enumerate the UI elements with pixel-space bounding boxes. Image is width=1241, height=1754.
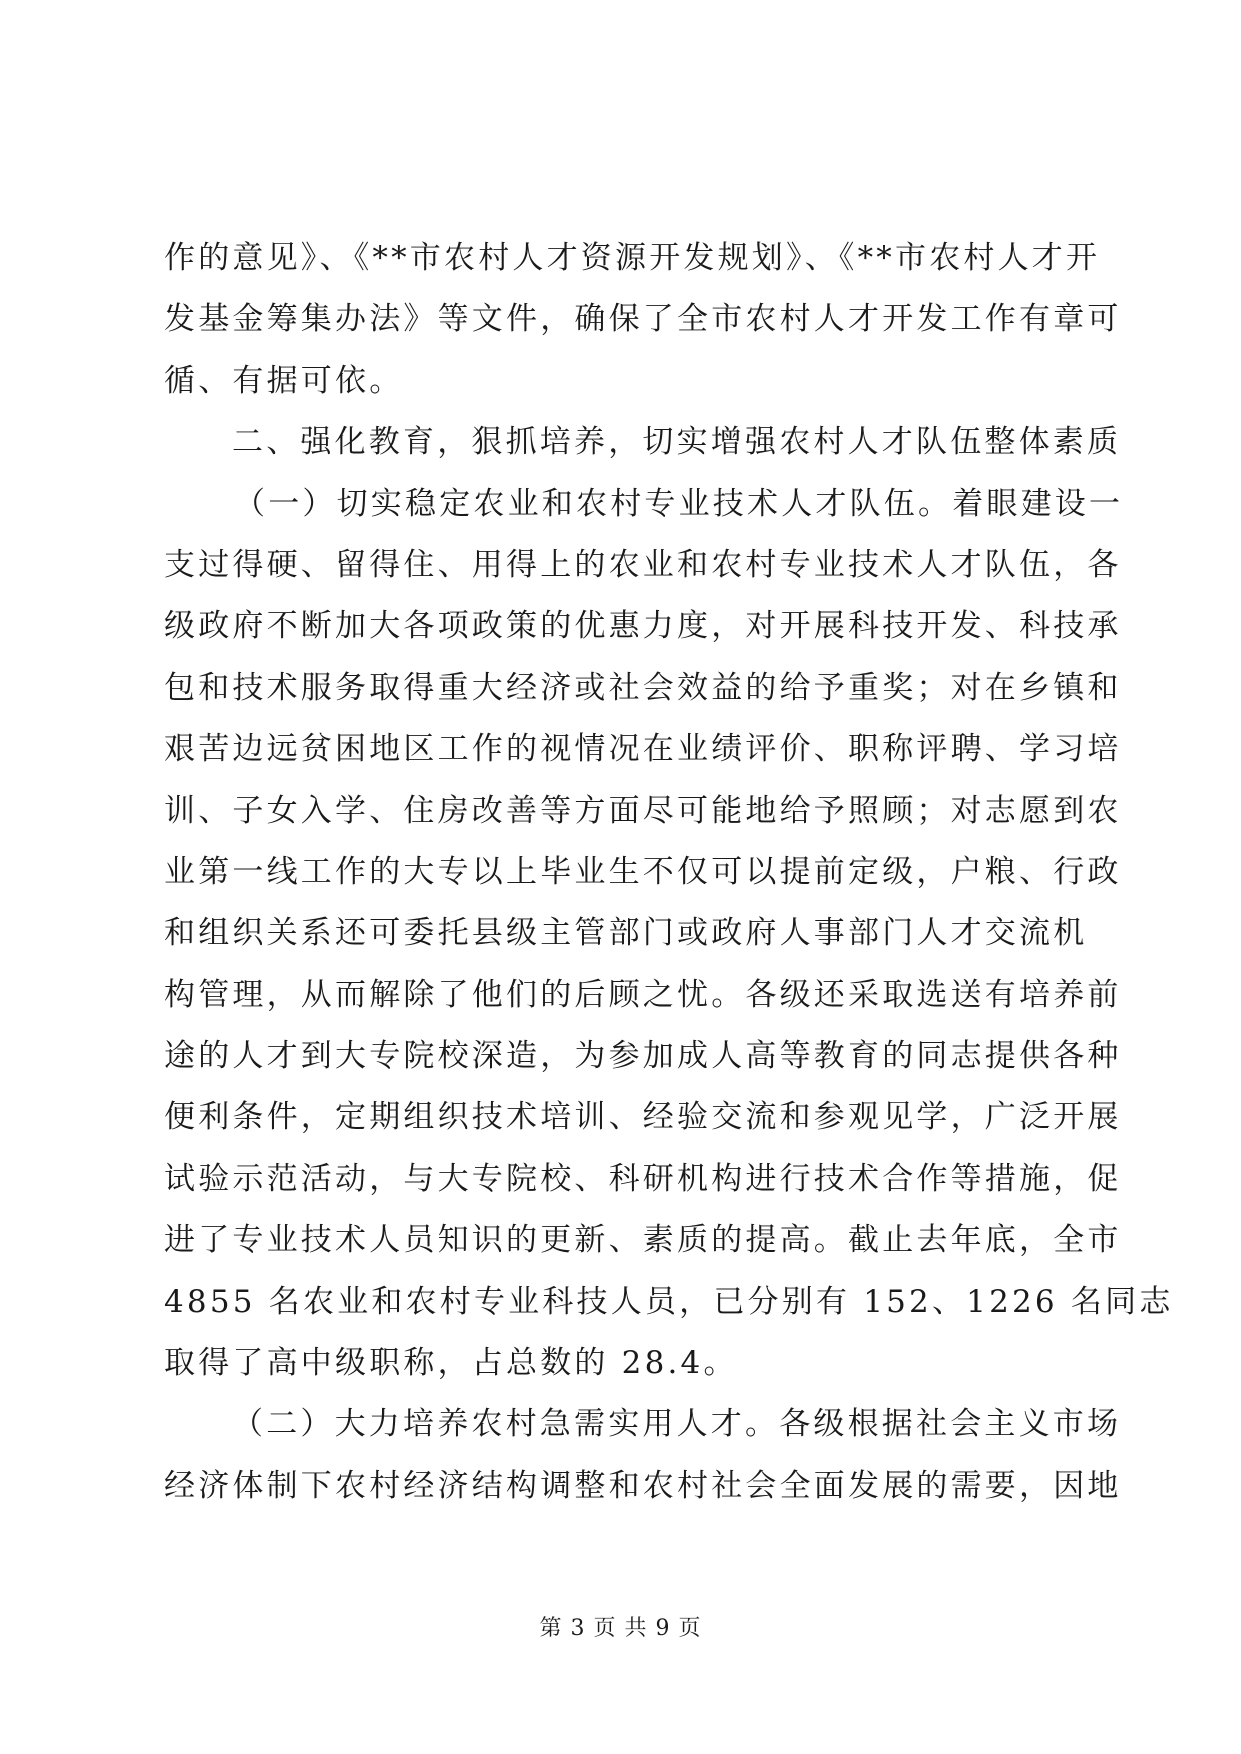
paragraph-line: 进了专业技术人员知识的更新、素质的提高。截止去年底，全市 bbox=[164, 1222, 1122, 1259]
page-number-footer: 第 3 页 共 9 页 bbox=[539, 1616, 702, 1641]
paragraph-line: 便利条件，定期组织技术培训、经验交流和参观见学，广泛开展 bbox=[164, 1099, 1122, 1136]
document-body bbox=[164, 228, 1174, 1517]
paragraph-line: 循、有据可依。 bbox=[164, 362, 404, 399]
paragraph-line: 途的人才到大专院校深造，为参加成人高等教育的同志提供各种 bbox=[164, 1038, 1122, 1075]
paragraph-line: 作的意见》、《**市农村人才资源开发规划》、《**市农村人才开 bbox=[164, 240, 1101, 276]
paragraph-line: 4855 名农业和农村专业科技人员，已分别有 152、1226 名同志 bbox=[164, 1283, 1174, 1320]
paragraph-line: 支过得硬、留得住、用得上的农业和农村专业技术人才队伍，各 bbox=[164, 546, 1122, 583]
subsection-heading-line: （一）切实稳定农业和农村专业技术人才队伍。着眼建设一 bbox=[234, 485, 1124, 522]
paragraph-line: 级政府不断加大各项政策的优惠力度，对开展科技开发、科技承 bbox=[164, 608, 1122, 645]
paragraph-line: 业第一线工作的大专以上毕业生不仅可以提前定级，户粮、行政 bbox=[164, 853, 1122, 890]
section-heading: 二、强化教育，狠抓培养，切实增强农村人才队伍整体素质 bbox=[232, 424, 1122, 461]
paragraph-line: 取得了高中级职称，占总数的 28.4。 bbox=[164, 1345, 738, 1382]
paragraph-line: 和组织关系还可委托县级主管部门或政府人事部门人才交流机 bbox=[164, 915, 1088, 952]
paragraph-line: 经济体制下农村经济结构调整和农村社会全面发展的需要，因地 bbox=[164, 1467, 1122, 1504]
paragraph-line: 构管理，从而解除了他们的后顾之忧。各级还采取选送有培养前 bbox=[164, 976, 1122, 1013]
paragraph-line: 发基金筹集办法》等文件，确保了全市农村人才开发工作有章可 bbox=[164, 301, 1122, 338]
paragraph-line: 艰苦边远贫困地区工作的视情况在业绩评价、职称评聘、学习培 bbox=[164, 731, 1122, 768]
paragraph-line: 训、子女入学、住房改善等方面尽可能地给予照顾；对志愿到农 bbox=[164, 792, 1122, 829]
subsection-heading-line: （二）大力培养农村急需实用人才。各级根据社会主义市场 bbox=[232, 1406, 1122, 1443]
paragraph-line: 试验示范活动，与大专院校、科研机构进行技术合作等措施，促 bbox=[164, 1160, 1122, 1197]
paragraph-line: 包和技术服务取得重大经济或社会效益的给予重奖；对在乡镇和 bbox=[164, 669, 1122, 706]
